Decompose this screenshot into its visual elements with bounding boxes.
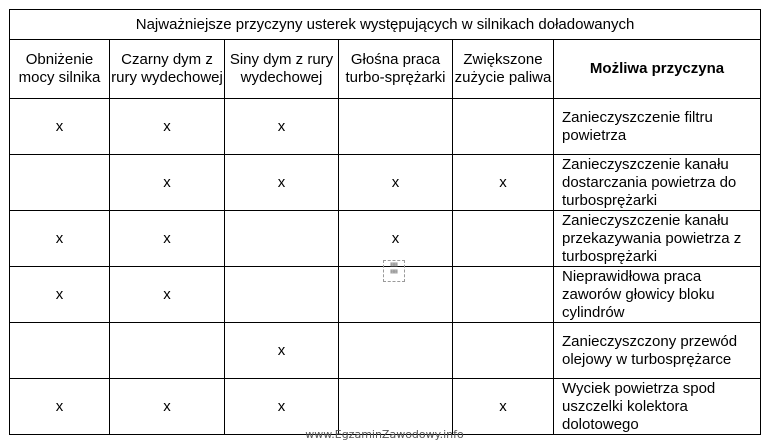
cell-loud-turbo xyxy=(339,323,453,379)
header-possible-cause: Możliwa przyczyna xyxy=(554,40,761,99)
cell-black-smoke: x xyxy=(110,267,225,323)
cell-black-smoke: x xyxy=(110,379,225,435)
cell-fuel-consumption xyxy=(453,99,554,155)
cell-fuel-consumption xyxy=(453,267,554,323)
cell-cause: Zanieczyszczenie filtru powietrza xyxy=(554,99,761,155)
cell-power-loss: x xyxy=(10,211,110,267)
causes-table xyxy=(9,9,761,435)
cell-cause: Nieprawidłowa praca zaworów głowicy bloku cylindrów xyxy=(554,267,761,323)
cell-fuel-consumption xyxy=(453,211,554,267)
cell-cause: Zanieczyszczenie kanału dostarczania powietrza do turbosprężarki xyxy=(554,155,761,211)
cell-blue-smoke: x xyxy=(225,155,339,211)
table-header-row xyxy=(10,40,761,99)
table-row xyxy=(10,211,761,267)
cell-black-smoke xyxy=(110,323,225,379)
cell-blue-smoke: x xyxy=(225,99,339,155)
header-black-smoke: Czarny dym z rury wydechowej xyxy=(110,40,225,99)
table-row xyxy=(10,379,761,435)
cell-blue-smoke xyxy=(225,267,339,323)
cell-blue-smoke: x xyxy=(225,379,339,435)
cell-black-smoke: x xyxy=(110,211,225,267)
cell-blue-smoke: x xyxy=(225,323,339,379)
cell-black-smoke: x xyxy=(110,99,225,155)
cell-loud-turbo: x xyxy=(339,155,453,211)
cell-cause: Zanieczyszczony przewód olejowy w turbosprężarce xyxy=(554,323,761,379)
cell-loud-turbo: x xyxy=(339,211,453,267)
table-title-row xyxy=(10,10,761,40)
cell-loud-turbo xyxy=(339,379,453,435)
cell-blue-smoke xyxy=(225,211,339,267)
header-power-loss: Obniżenie mocy silnika xyxy=(10,40,110,99)
footer-website[interactable]: www.EgzaminZawodowy.info xyxy=(305,428,464,441)
header-fuel-consumption: Zwiększone zużycie paliwa xyxy=(453,40,554,99)
cell-loud-turbo xyxy=(339,99,453,155)
cell-power-loss xyxy=(10,155,110,211)
cell-black-smoke: x xyxy=(110,155,225,211)
cell-power-loss xyxy=(10,323,110,379)
cell-cause: Wyciek powietrza spod uszczelki kolektora dolotowego xyxy=(554,379,761,435)
cell-fuel-consumption: x xyxy=(453,379,554,435)
cell-power-loss: x xyxy=(10,99,110,155)
cell-cause: Zanieczyszczenie kanału przekazywania powietrza z turbosprężarki xyxy=(554,211,761,267)
header-blue-smoke: Siny dym z rury wydechowej xyxy=(225,40,339,99)
header-loud-turbo: Głośna praca turbo-sprężarki xyxy=(339,40,453,99)
table-row xyxy=(10,323,761,379)
cell-fuel-consumption xyxy=(453,323,554,379)
table-row xyxy=(10,155,761,211)
cell-power-loss: x xyxy=(10,379,110,435)
table-title: Najważniejsze przyczyny usterek występujących w silnikach doładowanych xyxy=(10,10,761,40)
cell-fuel-consumption: x xyxy=(453,155,554,211)
watermark-logo-icon: ▦▦ ▦▦ xyxy=(383,260,405,282)
cell-power-loss: x xyxy=(10,267,110,323)
table-row xyxy=(10,99,761,155)
